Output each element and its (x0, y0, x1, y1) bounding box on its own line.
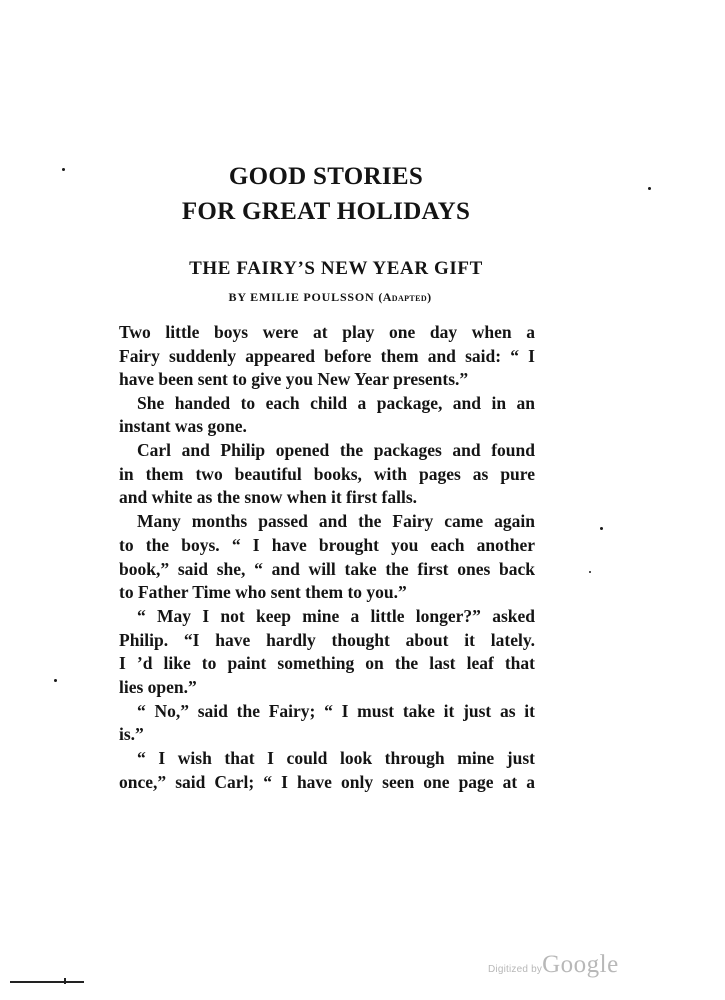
book-title-line-2: FOR GREAT HOLIDAYS (181, 198, 471, 225)
body-line: She handed to each child a package, and in an (137, 393, 535, 413)
google-logo: Google (542, 951, 619, 978)
body-line: have been sent to give you New Year presents.” (119, 369, 469, 389)
author-credit: BY EMILIE POULSSON (228, 290, 375, 304)
body-line: lies open.” (119, 677, 197, 697)
digitized-watermark (488, 951, 619, 979)
body-line: instant was gone. (119, 416, 247, 436)
body-line: “ No,” said the Fairy; “ I must take it just as it (137, 701, 535, 721)
footer-rule (10, 981, 84, 983)
body-line: once,” said Carl; “ I have only seen one page at a (119, 772, 535, 792)
body-line: and white as the snow when it first falls. (119, 487, 418, 507)
body-line: in them two beautiful books, with pages as pure (119, 464, 535, 484)
body-line: I ’d like to paint something on the last leaf that (119, 653, 535, 673)
byline (0, 288, 660, 306)
body-line: to the boys. “ I have brought you each another (119, 535, 535, 555)
footer-rule-tick (64, 978, 66, 984)
body-line: Many months passed and the Fairy came again (137, 511, 535, 531)
body-line: “ May I not keep mine a little longer?” asked (137, 606, 535, 626)
body-line: book,” said she, “ and will take the first ones back (119, 559, 535, 579)
body-line: is.” (119, 724, 144, 744)
adapted-note: (Adapted) (378, 290, 432, 304)
body-line: Philip. “I have hardly thought about it lately. (119, 630, 535, 650)
story-title: THE FAIRY’S NEW YEAR GIFT (189, 258, 483, 279)
scan-speck (600, 527, 603, 530)
watermark-prefix: Digitized by (488, 964, 543, 975)
body-line: Fairy suddenly appeared before them and said: “ I (119, 346, 535, 366)
body-line: “ I wish that I could look through mine just (137, 748, 535, 768)
body-line: Carl and Philip opened the packages and found (137, 440, 535, 460)
book-title-line-1: GOOD STORIES (228, 163, 424, 190)
scan-speck (54, 679, 57, 682)
scan-speck (589, 571, 591, 573)
body-line: Two little boys were at play one day when a (119, 322, 535, 342)
body-line: to Father Time who sent them to you.” (119, 582, 407, 602)
